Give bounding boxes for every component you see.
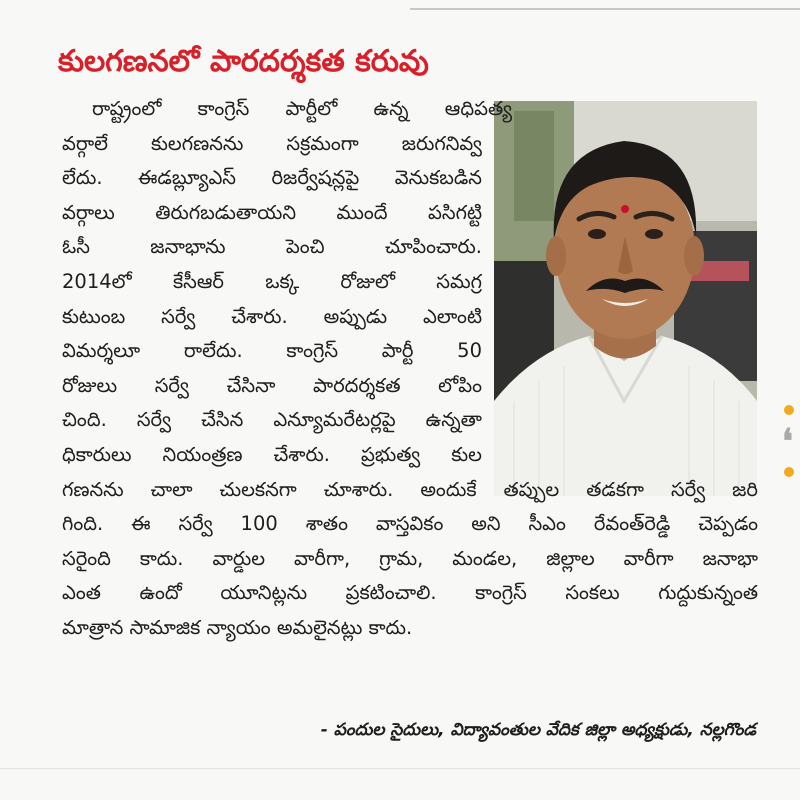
article-line: ఎంత ఉందో యూనిట్లను ప్రకటించాలి. కాంగ్రెస్ సంకలు గుద్దుకున్నంత: [62, 581, 758, 605]
article-line: విమర్శలూ రాలేదు. కాంగ్రెస్ పార్టీ 50: [62, 339, 482, 363]
article-body: [62, 92, 762, 646]
quote-mark-icon: ❛: [782, 422, 793, 462]
article-line: 2014లో కేసీఆర్ ఒక్క రోజులో సమగ్ర: [62, 269, 482, 293]
article-line: గింది. ఈ సర్వే 100 శాతం వాస్తవికం అని సీఎం రేవంత్‌రెడ్డి చెప్పడం: [62, 512, 758, 536]
article-line: సరైంది కాదు. వార్డుల వారీగా, గ్రామ, మండల, జిల్లాల వారీగా జనాభా: [62, 546, 758, 570]
article-line: గణనను చాలా చులకనగా చూశారు. అందుకే తప్పుల తడకగా సర్వే జరి: [62, 477, 758, 501]
article-line: లేదు. ఈడబ్ల్యూఎస్ రిజర్వేషన్లపై వెనుకబడిన: [62, 166, 482, 190]
article-headline: కులగణనలో పారదర్శకత కరువు: [58, 44, 429, 79]
article-line: ధికారులు నియంత్రణ చేశారు. ప్రభుత్వ కుల: [62, 442, 482, 466]
accent-dot-icon: [784, 467, 794, 477]
side-decoration: [780, 405, 800, 485]
article-line: చింది. సర్వే చేసిన ఎన్యూమరేటర్లపై ఉన్నతా: [62, 408, 482, 432]
article-line: వర్గాలు తిరుగబడుతాయని ముందే పసిగట్టి: [62, 200, 482, 224]
article-line: ఓసీ జనాభాను పెంచి చూపించారు.: [62, 235, 482, 259]
accent-dot-icon: [784, 405, 794, 415]
article-line: కుటుంబ సర్వే చేశారు. అప్పుడు ఎలాంటి: [62, 304, 482, 328]
article-line: మాత్రాన సామాజిక న్యాయం అమలైనట్లు కాదు.: [62, 615, 413, 639]
author-byline: - పందుల సైదులు, విద్యావంతుల వేదిక జిల్లా అధ్యక్షుడు, నల్లగొండ: [320, 720, 756, 740]
bottom-divider: [0, 768, 800, 769]
article-line: వర్గాలే కులగణనను సక్రమంగా జరుగనివ్వ: [62, 131, 482, 155]
article-line: రోజులు సర్వే చేసినా పారదర్శకత లోపిం: [62, 373, 482, 397]
top-divider: [410, 8, 800, 10]
article-line: రాష్ట్రంలో కాంగ్రెస్ పార్టీలో ఉన్న ఆధిపత్య: [92, 97, 512, 120]
